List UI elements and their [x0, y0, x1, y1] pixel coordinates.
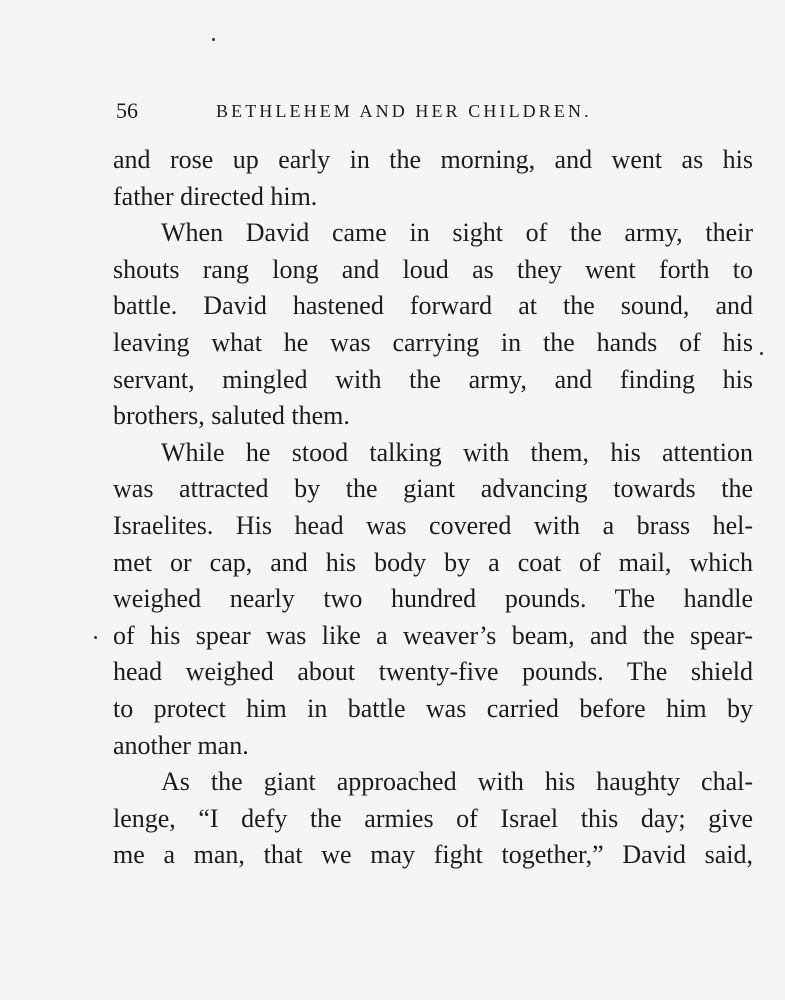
text-line: lenge, “I defy the armies of Israel this day; give	[113, 803, 753, 833]
text-line: weighed nearly two hundred pounds. The handle	[113, 584, 753, 614]
text-line: met or cap, and his body by a coat of mail, which	[113, 547, 753, 577]
text-line: me a man, that we may fight together,” David said,	[113, 840, 753, 870]
running-head: BETHLEHEM AND HER CHILDREN.	[216, 101, 592, 121]
text-line: to protect him in battle was carried before him by	[113, 693, 753, 723]
text-line: Israelites. His head was covered with a brass hel-	[113, 510, 753, 540]
text-line: brothers, saluted them.	[113, 401, 350, 431]
paper-speck	[212, 38, 215, 41]
paragraph-first-line: When David came in sight of the army, their	[161, 218, 753, 248]
text-line: and rose up early in the morning, and went as his	[113, 145, 753, 174]
text-line: leaving what he was carrying in the hands of his	[113, 327, 753, 357]
text-line: servant, mingled with the army, and finding his	[113, 364, 753, 394]
page-number: 56	[116, 98, 138, 123]
paper-speck	[94, 636, 97, 639]
text-line: was attracted by the giant advancing towards the	[113, 474, 753, 504]
text-line: father directed him.	[113, 181, 318, 211]
paper-speck	[760, 352, 763, 355]
text-line: another man.	[113, 730, 249, 760]
text-line: of his spear was like a weaver’s beam, and the spear-	[113, 620, 753, 650]
body-text	[113, 142, 753, 874]
text-line: battle. David hastened forward at the sound, and	[113, 291, 753, 321]
page-header	[116, 98, 656, 130]
paragraph-first-line: As the giant approached with his haughty chal-	[161, 767, 753, 797]
text-line: head weighed about twenty-five pounds. The shield	[113, 657, 753, 687]
paragraph-first-line: While he stood talking with them, his attention	[161, 437, 753, 467]
text-line: shouts rang long and loud as they went forth to	[113, 254, 753, 284]
